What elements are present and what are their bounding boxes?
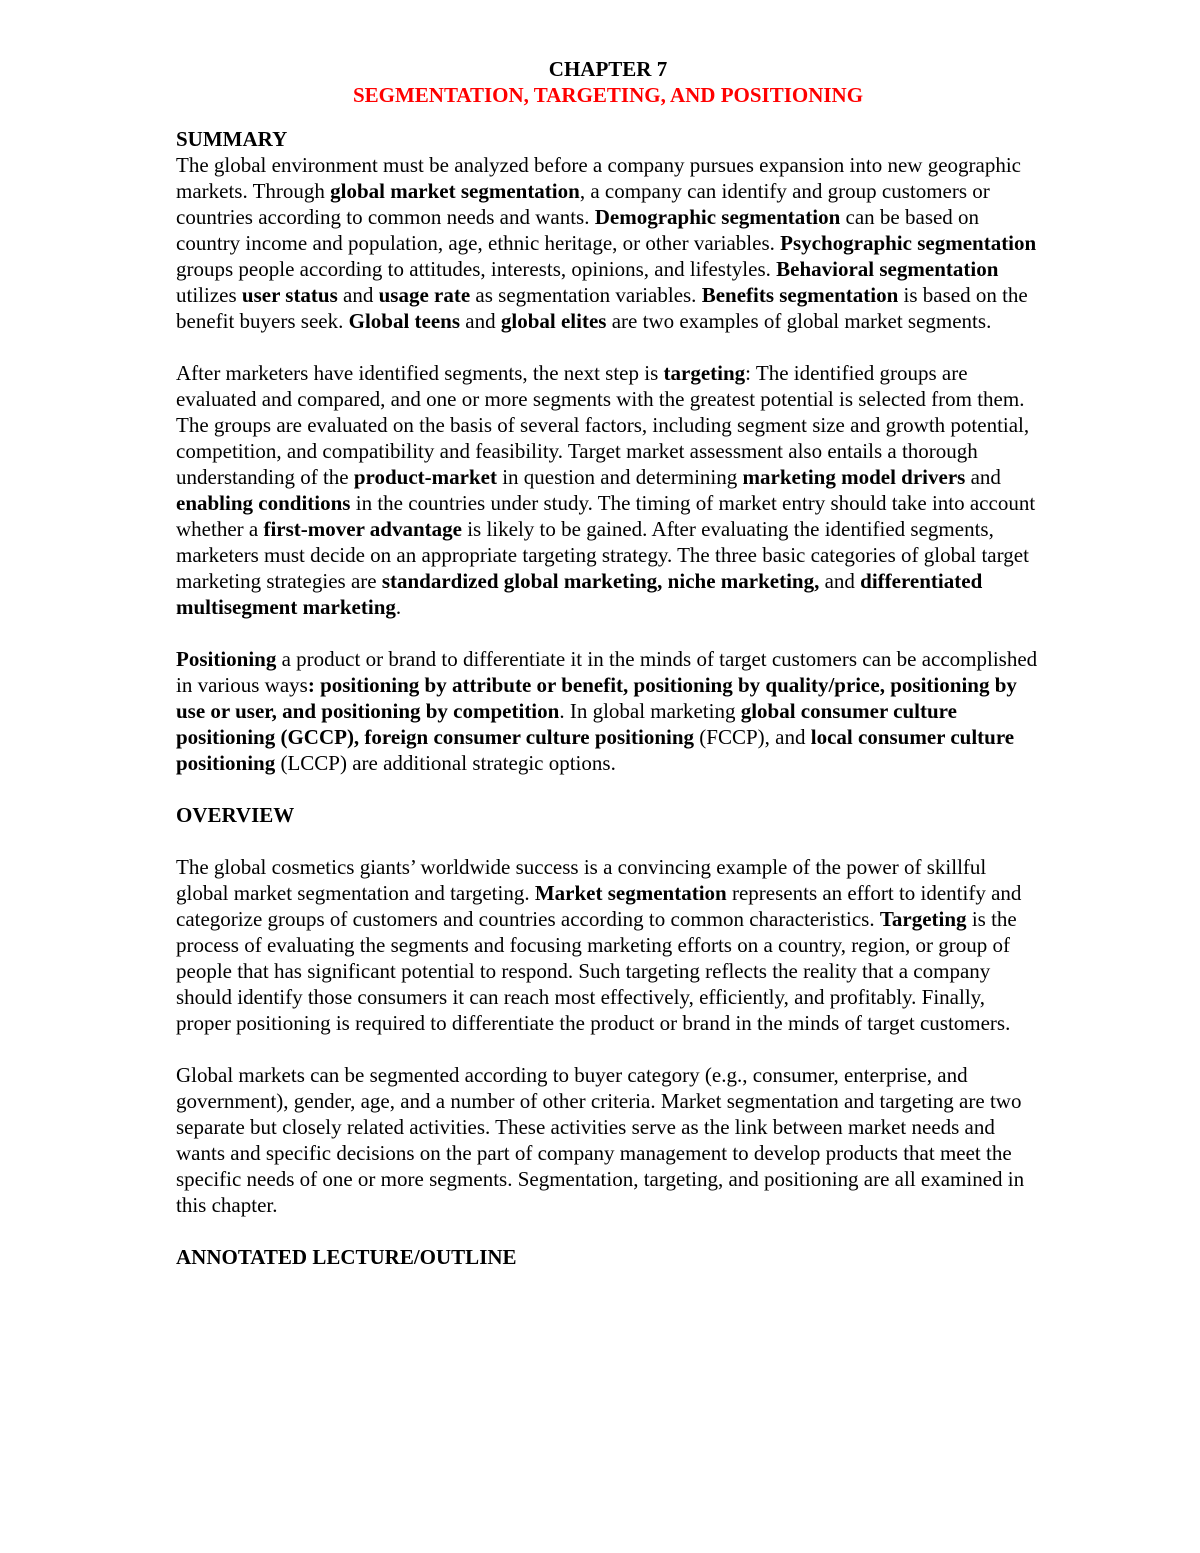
text-run: and: [337, 283, 379, 307]
bold-term: usage rate: [378, 283, 471, 307]
bold-term: product-market: [353, 465, 497, 489]
text-run: are two examples of global market segments.: [606, 309, 992, 333]
bold-term: global consumer culture positioning (GCCP), foreign consumer culture positioning: [176, 699, 957, 749]
bold-term: : positioning by attribute or benefit, positioning by quality/price, positioning by use or user, and positioning by competition: [176, 673, 1017, 723]
bold-term: targeting: [663, 361, 746, 385]
chapter-number: CHAPTER 7: [548, 57, 668, 81]
text-run: a product or brand to differentiate it in the minds of target customers can be accomplished in various ways: [176, 647, 1038, 697]
text-run: The global cosmetics giants’ worldwide success is a convincing example of the power of skillful global market segmentation and targeting.: [176, 855, 987, 905]
text-run: is based on the benefit buyers seek.: [176, 283, 1028, 333]
bold-term: Behavioral segmentation: [776, 257, 999, 281]
text-run: and: [460, 309, 501, 333]
text-run: is the process of evaluating the segments and focusing marketing efforts on a country, region, or group of people that has significant potential to respond. Such targeting reflects the reality that a company should identify those consumers it can reach most effectively, efficiently, and profitably. Finally, proper positioning is required to differentiate the product or brand in the minds of target customers.: [176, 907, 1017, 1035]
text-run: as segmentation variables.: [470, 283, 702, 307]
bold-term: differentiated multisegment marketing: [176, 569, 983, 619]
text-run: is likely to be gained. After evaluating the identified segments, marketers must decide on an appropriate targeting strategy. The three basic categories of global target marketing strategies are: [176, 517, 1029, 593]
text-run: (FCCP), and: [694, 725, 811, 749]
bold-term: user status: [241, 283, 338, 307]
bold-term: Targeting: [879, 907, 967, 931]
text-run: The global environment must be analyzed before a company pursues expansion into new geographic markets. Through: [176, 153, 1021, 203]
text-run: groups people according to attitudes, interests, opinions, and lifestyles.: [176, 257, 777, 281]
text-run: represents an effort to identify and categorize groups of customers and countries according to common characteristics.: [176, 881, 1022, 931]
bold-term: enabling conditions: [176, 491, 351, 515]
bold-term: first-mover advantage: [263, 517, 462, 541]
bold-term: local consumer culture positioning: [176, 725, 1015, 775]
bold-term: Demographic segmentation: [594, 205, 841, 229]
bold-term: Market segmentation: [534, 881, 727, 905]
text-run: utilizes: [176, 283, 242, 307]
bold-term: Global teens: [348, 309, 461, 333]
summary-paragraph-1: [176, 152, 1040, 334]
text-run: .: [395, 595, 402, 619]
summary-heading: SUMMARY: [176, 127, 288, 151]
bold-term: Psychographic segmentation: [780, 231, 1037, 255]
text-run: Global markets can be segmented according to buyer category (e.g., consumer, enterprise, and government), gender, age, and a number of other criteria. Market segmentation and targeting are two separate but closely related activities. These activities serve as the link between market needs and wants and specific decisions on the part of company management to develop products that meet the specific needs of one or more segments. Segmentation, targeting, and positioning are all examined in this chapter.: [176, 1063, 1025, 1217]
overview-heading: OVERVIEW: [176, 803, 295, 827]
summary-paragraph-3: [176, 646, 1040, 776]
bold-term: marketing model drivers: [742, 465, 966, 489]
text-run: in the countries under study. The timing of market entry should take into account whether a: [176, 491, 1036, 541]
text-run: (LCCP) are additional strategic options.: [275, 751, 616, 775]
text-run: can be based on country income and population, age, ethnic heritage, or other variables.: [176, 205, 980, 255]
outline-heading: ANNOTATED LECTURE/OUTLINE: [176, 1245, 517, 1269]
text-run: in question and determining: [496, 465, 743, 489]
text-run: . In global marketing: [559, 699, 741, 723]
text-run: and: [819, 569, 861, 593]
text-run: After marketers have identified segments, the next step is: [176, 361, 664, 385]
chapter-title: SEGMENTATION, TARGETING, AND POSITIONING: [352, 83, 864, 107]
text-run: and: [965, 465, 1001, 489]
bold-term: global elites: [500, 309, 607, 333]
text-run: , a company can identify and group customers or countries according to common needs and wants.: [176, 179, 990, 229]
bold-term: Positioning: [176, 647, 277, 671]
bold-term: Benefits segmentation: [701, 283, 899, 307]
bold-term: global market segmentation: [330, 179, 580, 203]
summary-paragraph-2: [176, 360, 1040, 620]
overview-paragraph-1: [176, 854, 1040, 1036]
text-run: : The identified groups are evaluated and compared, and one or more segments with the greatest potential is selected from them. The groups are evaluated on the basis of several factors, including segment size and growth potential, competition, and compatibility and feasibility. Target market assessment also entails a thorough understanding of the: [176, 361, 1030, 489]
overview-paragraph-2: [176, 1062, 1040, 1218]
bold-term: standardized global marketing, niche marketing,: [381, 569, 820, 593]
